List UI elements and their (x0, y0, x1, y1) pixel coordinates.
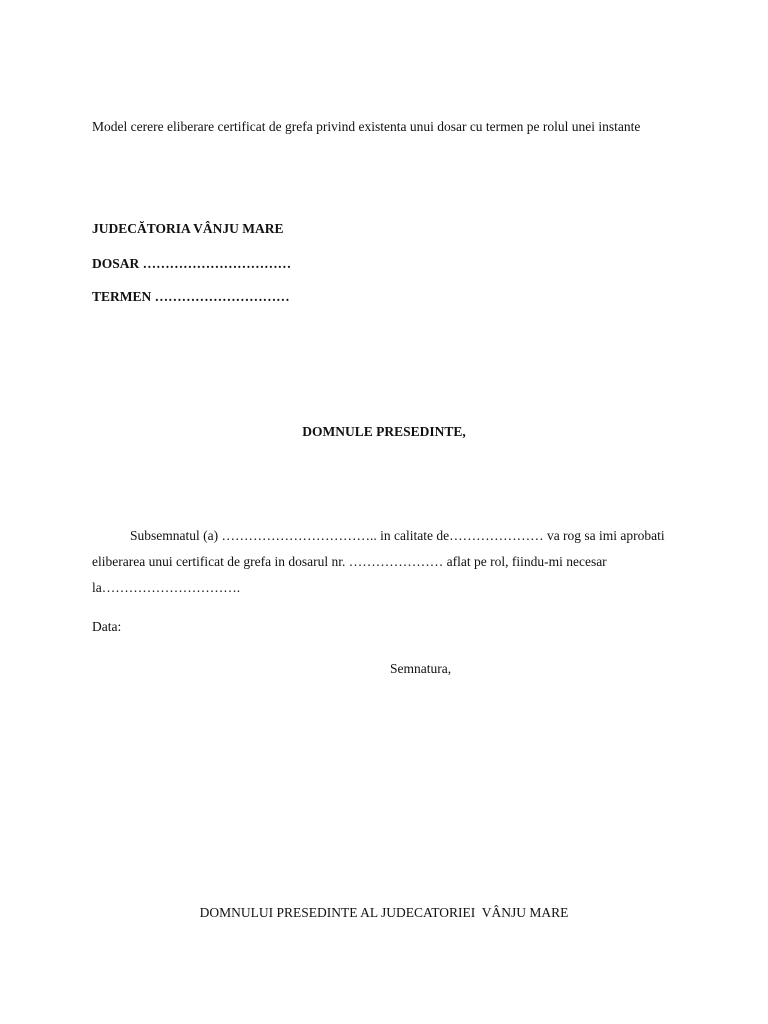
date-label: Data: (92, 619, 122, 634)
document-intro: Model cerere eliberare certificat de grefa privind existenta unui dosar cu termen pe rolul unei instante (92, 119, 641, 134)
signature-label: Semnatura, (390, 661, 452, 676)
request-body (92, 523, 672, 601)
court-name: JUDECĂTORIA VÂNJU MARE (92, 221, 284, 236)
dosar-field: DOSAR …………………………… (92, 256, 292, 271)
addressee-footer: DOMNULUI PRESEDINTE AL JUDECATORIEI VÂNJU MARE (199, 905, 569, 920)
request-body-text: Subsemnatul (a) …………………………….. in calitate de………………… va rog sa imi aprobati eliberarea unui certificat de grefa in dosarul nr. ………………… aflat pe rol, fiindu-mi necesar la…………………………. (92, 528, 665, 595)
salutation-heading: DOMNULE PRESEDINTE, (302, 424, 466, 439)
termen-field: TERMEN ………………………… (92, 289, 290, 304)
